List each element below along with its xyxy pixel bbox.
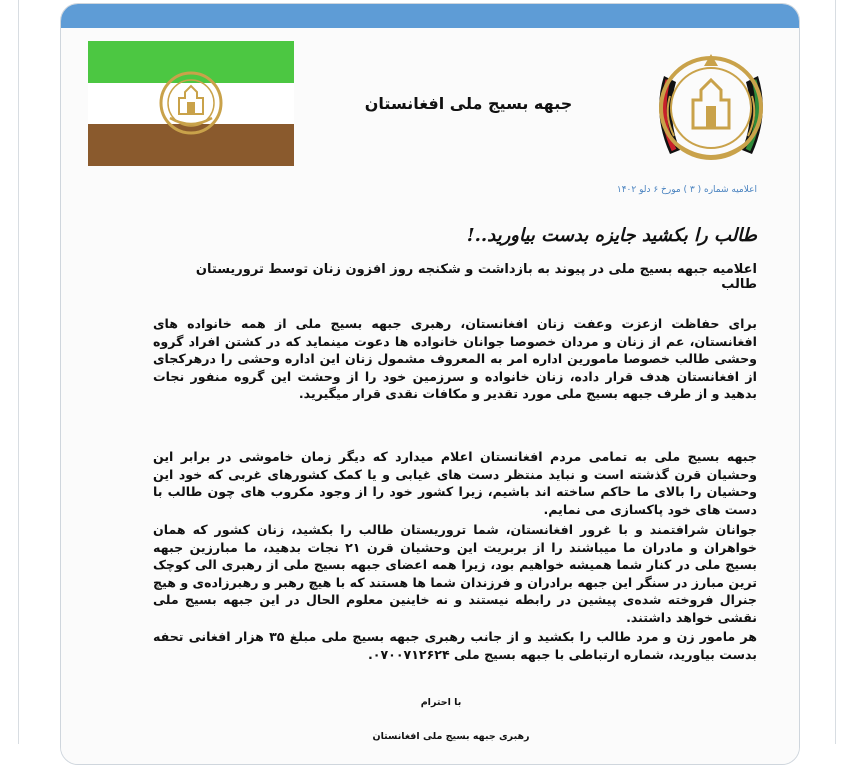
flag-emblem-icon [158, 70, 224, 136]
organization-title: جبهه بسیج ملی افغانستان [364, 94, 573, 113]
paragraph-2: جبهه بسیج ملی به تمامی مردم افغانستان اعلام میدارد که دیگر زمان خاموشی در برابر این وحشیان قرن گذشته است و نباید منتظر دست های غیابی و یا کمک کشورهای غربی که خود این وحشیان را بالای ما حاکم ساخته اند باشیم، زیرا کشور خود را از وجود مکروب های چون طالب با دست های خود پاکسازی می نمایم. [153, 449, 757, 517]
national-emblem-icon [646, 36, 776, 176]
paragraph-1: برای حفاظت ازعزت وعفت زنان افغانستان، رهبری جبهه بسیج ملی از همه خانواده های افغانستان، عم از زنان و مردان خصوصا جوانان خانواده ها دعوت مینماید که در کشتن افراد گروه وحشی طالب خصوصا مامورین اداره امر به المعروف مشمول زنان این اداره وحشی را درهرکجای از افغانستان هدف قرار داده، زنان خانواده و سرزمین خود را از وحشت این گروه منفور نجات بدهید و از طرف جبهه بسیج ملی مورد تقدیر و مکافات نقدی قرار میگیرید. [153, 316, 757, 401]
frame-border-left [18, 0, 19, 744]
announcement-number: اعلامیه شماره ( ۳ ) مورخ ۶ دلو ۱۴۰۲ [616, 185, 757, 195]
signature: رهبری جبهه بسیج ملی افغانستان [372, 731, 530, 742]
paragraph-4: هر مامور زن و مرد طالب را بکشید و از جانب رهبری جبهه بسیج ملی مبلغ ۳۵ هزار افغانی تحفه بدست بیاورید، شماره ارتباطی با جبهه بسیج ملی ۰۷۰۰۷۱۲۶۲۴. [153, 629, 757, 662]
frame-border-right [835, 0, 836, 744]
card-header-bar [61, 4, 799, 28]
headline: طالب را بکشید جایزه بدست بیاورید..! [466, 225, 757, 246]
image-card[interactable] [60, 3, 800, 765]
paragraph-3: جوانان شرافتمند و با غرور افغانستان، شما تروریستان طالب را بکشید، زنان کشور که همان خواهران و مادران ما میباشند را از بربریت این وحشیان قرن ۲۱ نجات بدهید، ما مبارزین جبهه بسیج ملی در کنار شما همیشه خواهیم بود، زیرا همه اعضای جبهه بسیج ملی از رهبری الی کوچک ترین مبارز در سنگر این جبهه برادران و فرزندان شما ها هستند که با هیچ رهبر و رهبرزاده‌ی و هیچ جنرال فروخته شده‌ی پیشین در رابطه نیستند و نه خاینین معلوم الحال در این جبهه بسیج ملی نقشی خواهد داشتند. [153, 522, 757, 625]
afghan-flag-image [88, 41, 294, 166]
regards: با احترام [420, 697, 462, 708]
announcement-document [61, 28, 799, 764]
subheadline: اعلامیه جبهه بسیج ملی در پیوند به بازداشت و شکنجه روز افزون زنان توسط تروریستان طالب [195, 262, 757, 292]
